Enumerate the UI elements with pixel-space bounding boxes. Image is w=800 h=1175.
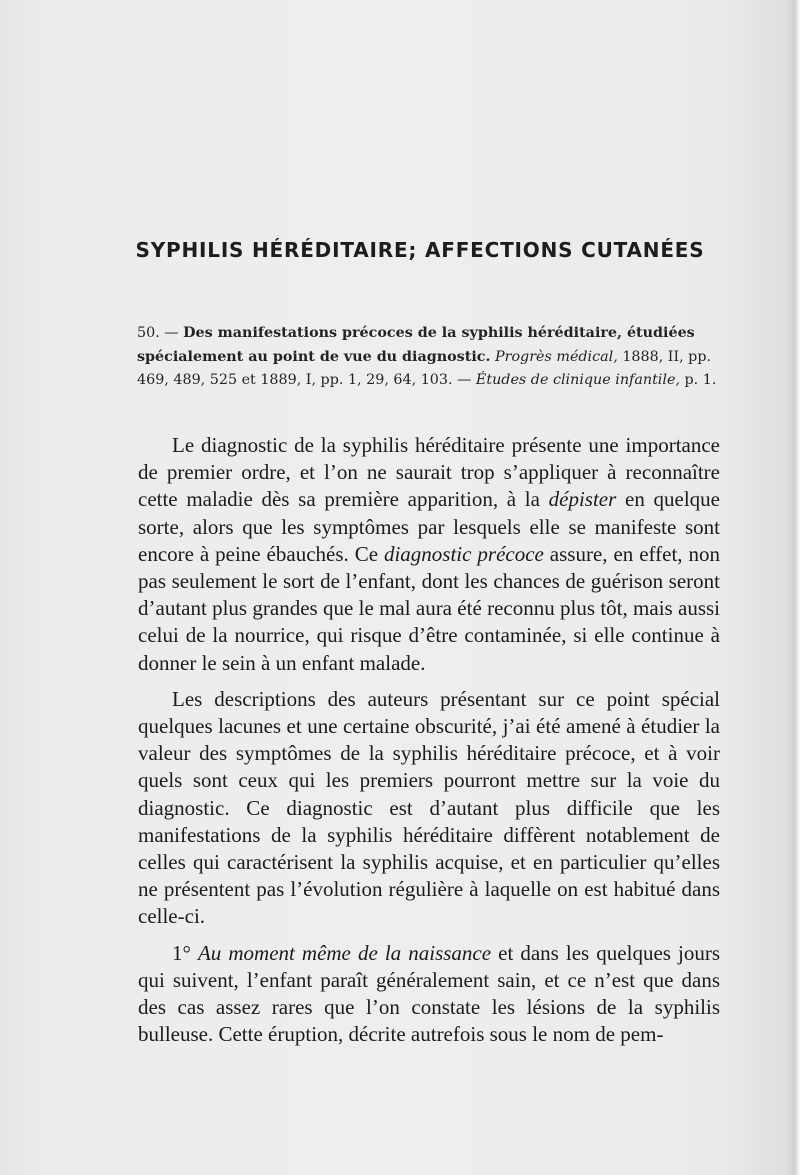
paragraph-1-text-c: assure, en effet, non pas seulement le sort de l’enfant, dont les chances de guérison seront d’autant plus grandes que le mal aura été reconnu plus tôt, mais aussi celui de la nourrice, qui risque d’être contaminée, si elle continue à donner le sein à un enfant malade. <box>138 541 720 675</box>
paragraph-3 <box>138 940 720 1049</box>
paragraph-1-text-a: Le diagnostic de la syphilis héréditaire présente une importance de premier ordre, et l’on ne saurait trop s’appliquer à reconnaître cette maladie dès sa première apparition, à la <box>138 433 720 512</box>
reference-citation: 1888, II, pp. 469, 489, 525 et 1889, I, pp. 1, 29, 64, 103. — <box>137 348 712 389</box>
paragraph-1-emphasis-diagnostic: diagnostic précoce <box>383 541 544 566</box>
reference-journal: Progrès médical, <box>495 348 618 365</box>
page-edge-shadow <box>786 0 800 1175</box>
section-heading: SYPHILIS HÉRÉDITAIRE; AFFECTIONS CUTANÉES <box>135 238 705 262</box>
paragraph-2: Les descriptions des auteurs présentant sur ce point spécial quelques lacunes et une certaine obscurité, j’ai été amené à étudier la valeur des symptômes de la syphilis héréditaire précoce, et à voir quels sont ceux qui les premiers pourront mettre sur la voie du diagnostic. Ce diagnostic est d’autant plus difficile que les manifestations de la syphilis héréditaire diffèrent notablement de celles qui caractérisent la syphilis acquise, et en particulier qu’elles ne présentent pas l’évolution régulière à laquelle on est habitué dans celle-ci. <box>138 686 720 929</box>
body-text <box>138 432 720 1048</box>
paragraph-3-text: et dans les quelques jours qui suivent, l’enfant paraît généralement sain, et ce n’est que dans des cas assez rares que l’on constate les lésions de la syphilis bulleuse. Cette éruption, décrite autrefois sous le nom de pem- <box>138 940 721 1047</box>
paragraph-1-emphasis-depister: dépister <box>548 487 617 512</box>
reference-dash: — <box>159 325 184 341</box>
bibliographic-reference <box>137 322 719 393</box>
paragraph-3-emphasis: Au moment même de la naissance <box>197 940 492 965</box>
paragraph-1 <box>138 432 720 677</box>
reference-book: Études de clinique infantile, <box>475 372 680 389</box>
paragraph-3-numeral: 1° <box>172 940 198 965</box>
show-through-text <box>150 60 710 190</box>
reference-title: Des manifestations précoces de la syphilis héréditaire, étudiées spécialement au point de vue du diagnostic. <box>137 325 695 365</box>
reference-page: p. 1. <box>679 372 717 389</box>
paragraph-1-text-b: en quelque sorte, alors que les symptômes par lesquels elle se manifeste sont encore à peine ébauchés. Ce <box>138 487 720 566</box>
reference-number: 50. <box>137 325 160 341</box>
